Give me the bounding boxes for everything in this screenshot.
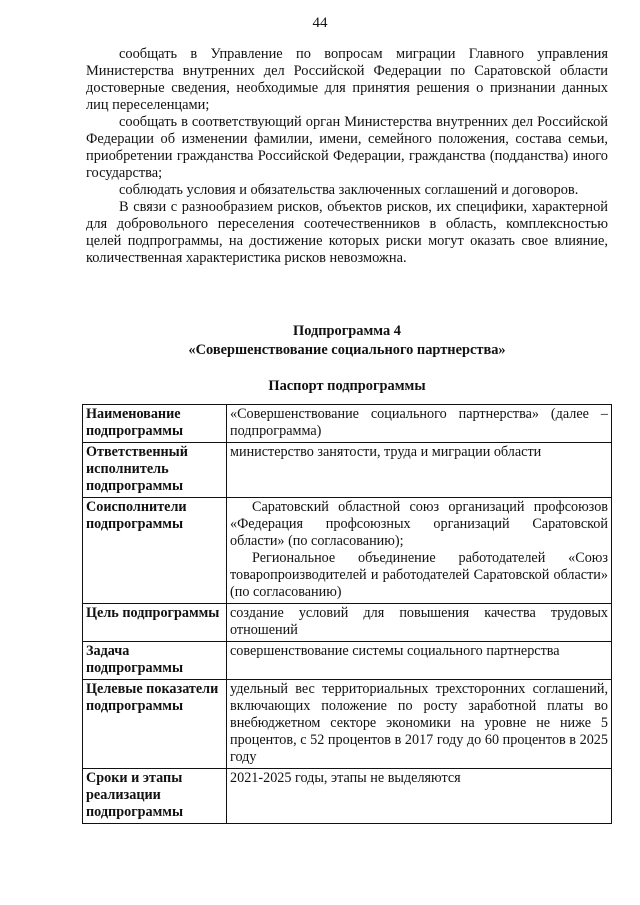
row-value-text: 2021-2025 годы, этапы не выделяются: [230, 770, 461, 786]
page-number: 44: [312, 15, 328, 31]
row-label: Наименование подпрограммы: [83, 405, 227, 443]
table-row: [83, 642, 612, 680]
paragraph: сообщать в соответствующий орган Министерства внутренних дел Российской Федерации об изменении фамилии, имени, семейного положения, состава семьи, приобретении гражданства Российской Федерации, гражданства (подданства) иного государства;: [86, 114, 608, 181]
row-label: Сроки и этапы реализации подпрограммы: [83, 769, 227, 824]
body-text: [86, 46, 608, 267]
table-row: [83, 604, 612, 642]
row-label: Ответственный исполнитель подпрограммы: [83, 443, 227, 498]
table-row: [83, 680, 612, 769]
paragraph: соблюдать условия и обязательства заключенных соглашений и договоров.: [119, 182, 579, 198]
row-value-text: создание условий для повышения качества трудовых отношений: [230, 605, 608, 638]
row-label: Задача подпрограммы: [83, 642, 227, 680]
row-value: [227, 769, 612, 824]
subprogram-title-heading: «Совершенствование социального партнерства»: [188, 342, 506, 358]
table-row: [83, 769, 612, 824]
paragraph: сообщать в Управление по вопросам миграции Главного управления Министерства внутренних дел Российской Федерации по Саратовской области достоверные сведения, необходимые для принятия решения о признании данных лиц переселенцами;: [86, 46, 608, 113]
row-value-text: Региональное объединение работодателей «Союз товаропроизводителей и работодателей Саратовской области» (по согласованию): [230, 550, 608, 600]
table-row: [83, 443, 612, 498]
row-value-text: Саратовский областной союз организаций профсоюзов «Федерация профсоюзных организаций Саратовской области» (по согласованию);: [230, 499, 608, 549]
paragraph: В связи с разнообразием рисков, объектов рисков, их специфики, характерной для добровольного переселения соотечественников в область, комплексностью целей подпрограммы, на достижение которых риски могут оказать свое влияние, количественная характеристика рисков невозможна.: [86, 199, 608, 266]
row-value-text: министерство занятости, труда и миграции области: [230, 444, 542, 460]
row-value-text: «Совершенствование социального партнерства» (далее – подпрограмма): [230, 406, 608, 439]
row-value: [227, 604, 612, 642]
passport-table: [82, 404, 612, 824]
row-value-text: совершенствование системы социального партнерства: [230, 643, 560, 659]
row-label: Цель подпрограммы: [83, 604, 227, 642]
passport-heading: Паспорт подпрограммы: [268, 378, 426, 394]
table-row: [83, 498, 612, 604]
row-value-text: удельный вес территориальных трехсторонних соглашений, включающих положение по росту заработной платы во внебюджетном секторе экономики на уровне не ниже 5 процентов, с 52 процентов в 2017 году до 60 процентов в 2025 году: [230, 681, 608, 765]
subprogram-number-heading: Подпрограмма 4: [293, 323, 401, 339]
row-value: [227, 680, 612, 769]
table-row: [83, 405, 612, 443]
row-value: [227, 498, 612, 604]
row-value: [227, 642, 612, 680]
row-label: Соисполнители подпрограммы: [83, 498, 227, 604]
row-label: Целевые показатели подпрограммы: [83, 680, 227, 769]
row-value: [227, 405, 612, 443]
row-value: [227, 443, 612, 498]
